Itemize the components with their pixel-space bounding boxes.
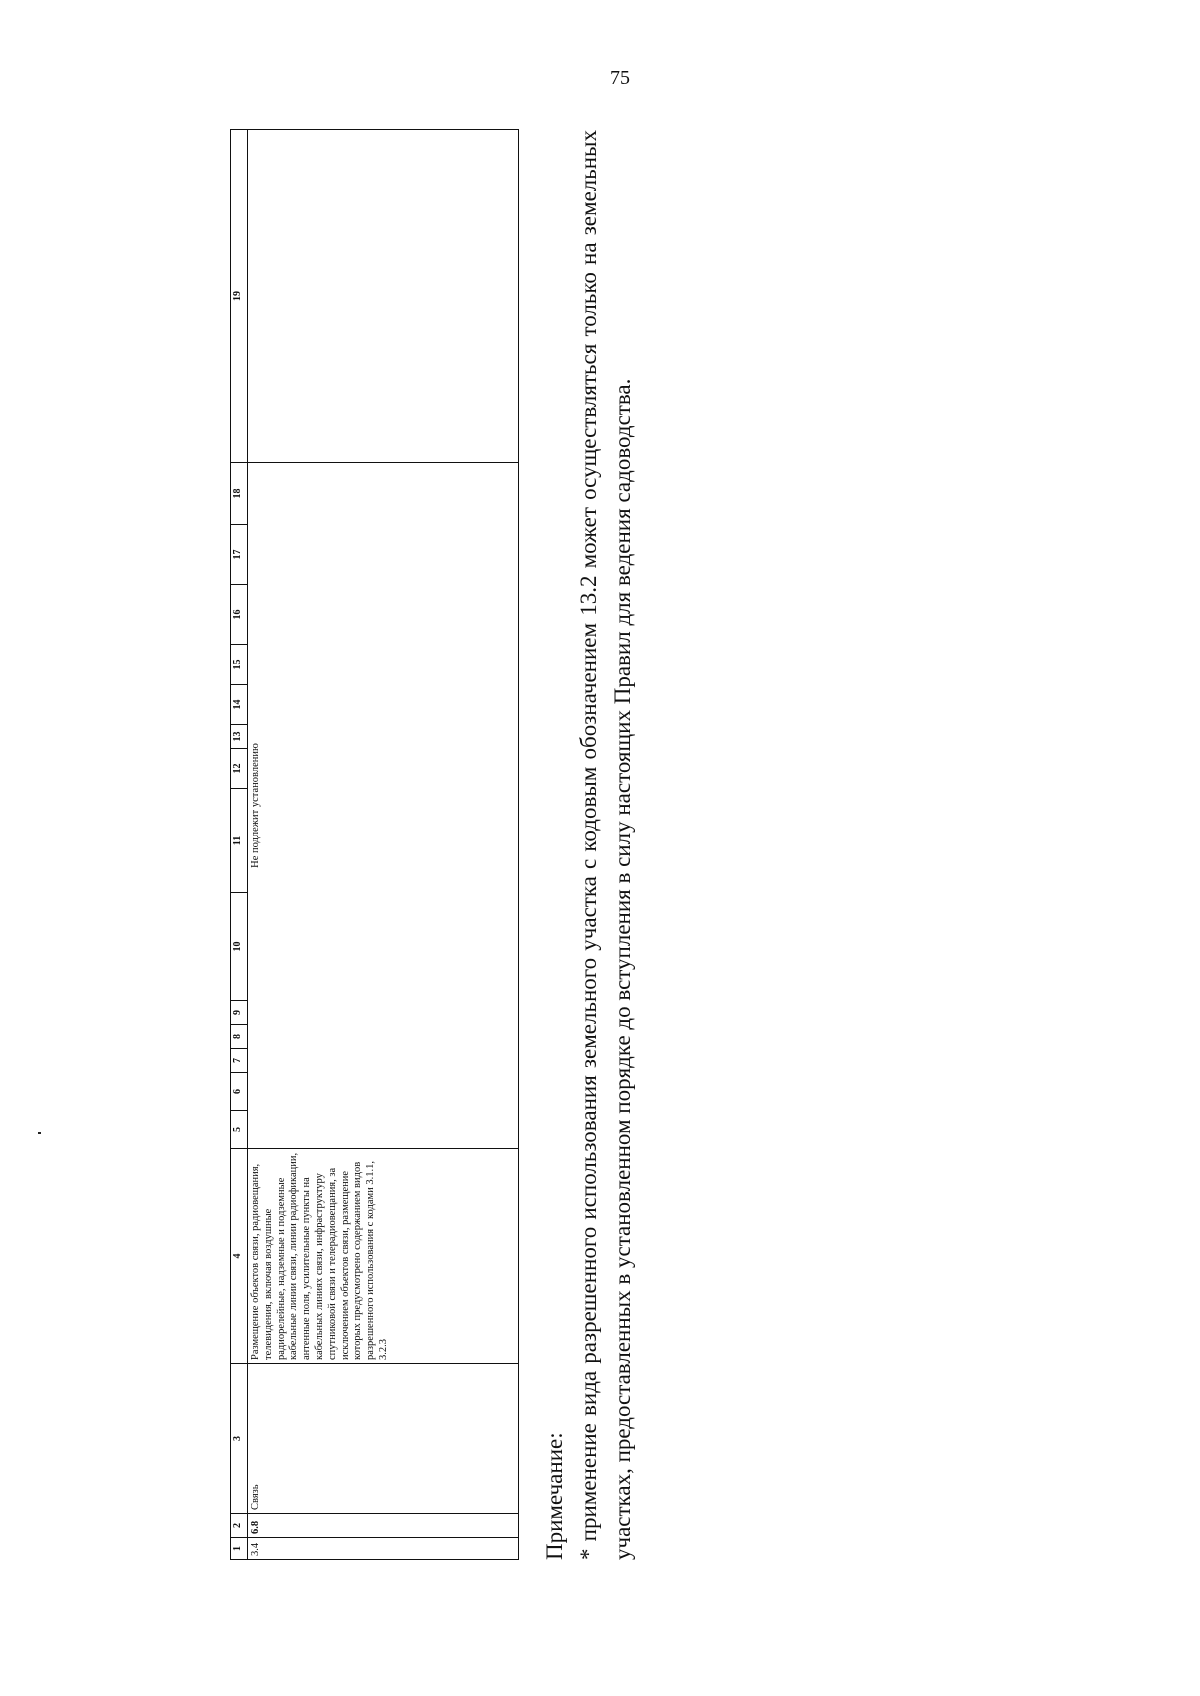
note-block xyxy=(538,130,640,1560)
scan-artifact xyxy=(38,1132,41,1134)
column-header: 4 xyxy=(231,1149,248,1364)
column-header: 10 xyxy=(231,893,248,1001)
column-header: 11 xyxy=(231,789,248,893)
code-cell: 6.8 xyxy=(248,1514,519,1538)
note-text: * применение вида разрешенного использования земельного участка с кодовым обозначением 13.2 может осуществляться только на земельных участках, предоставленных в установленном порядке до вступления в силу настоящих Правил для ведения садоводства. xyxy=(576,130,635,1560)
column-header: 16 xyxy=(231,585,248,645)
table-row xyxy=(248,130,519,1560)
column-header: 9 xyxy=(231,1001,248,1025)
row-number-cell: 3.4 xyxy=(248,1538,519,1560)
land-use-table xyxy=(230,129,519,1560)
column-header: 8 xyxy=(231,1025,248,1049)
notes-cell xyxy=(248,130,519,463)
note-label: Примечание: xyxy=(542,1432,567,1560)
description-cell: Размещение объектов связи, радиовещания, телевидения, включая воздушные радиорелейные, надземные и подземные кабельные линии связи, линии радиофикации, антенные поля, усилительные пункты на кабельных линиях связи, инфраструктуру спутниковой связи и телерадиовещания, за исключением объектов связи, размещение которых предусмотрено содержанием видов разрешенного использования с кодами 3.1.1, 3.2.3 xyxy=(248,1149,519,1364)
table-header-row xyxy=(231,130,248,1560)
column-header: 7 xyxy=(231,1049,248,1073)
column-header: 19 xyxy=(231,130,248,463)
column-header: 18 xyxy=(231,463,248,525)
use-name-cell: Связь xyxy=(248,1364,519,1514)
column-header: 6 xyxy=(231,1073,248,1111)
parameters-cell: Не подлежит установлению xyxy=(248,463,519,1149)
column-header: 12 xyxy=(231,749,248,789)
column-header: 3 xyxy=(231,1364,248,1514)
column-header: 2 xyxy=(231,1514,248,1538)
page-number: 75 xyxy=(610,67,630,89)
column-header: 15 xyxy=(231,645,248,685)
column-header: 5 xyxy=(231,1111,248,1149)
column-header: 13 xyxy=(231,725,248,749)
rotated-content xyxy=(230,130,670,1560)
column-header: 14 xyxy=(231,685,248,725)
column-header: 1 xyxy=(231,1538,248,1560)
column-header: 17 xyxy=(231,525,248,585)
